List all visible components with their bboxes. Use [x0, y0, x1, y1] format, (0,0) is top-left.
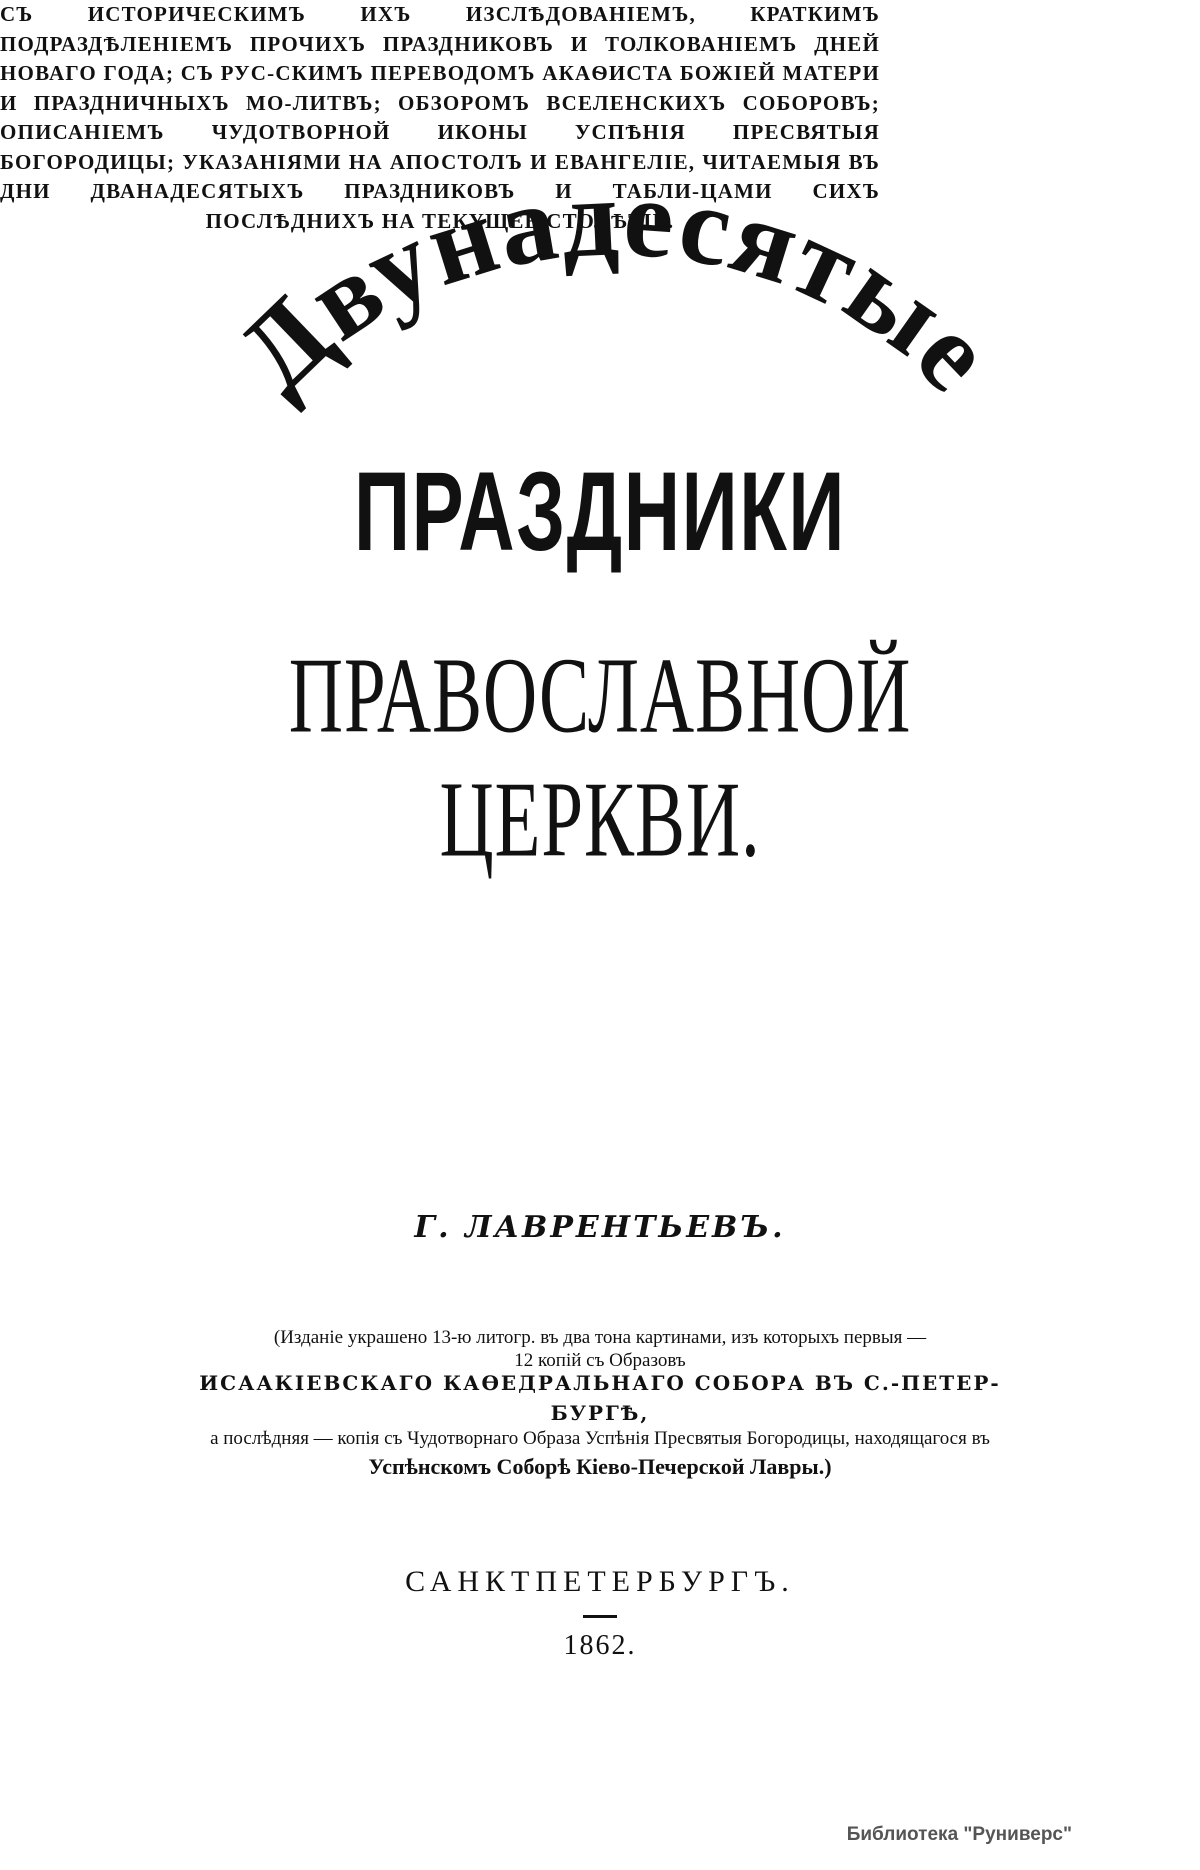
description-paragraph: СЪ ИСТОРИЧЕСКИМЪ ИХЪ ИЗСЛѢДОВАНІЕМЪ, КРАТКИМЪ ПОДРАЗДѢЛЕНІЕМЪ ПРОЧИХЪ ПРАЗДНИКОВЪ И ТОЛКОВАНІЕМЪ ДНЕЙ НОВАГО ГОДА; СЪ РУС-СКИМЪ ПЕРЕВОДОМЪ АКАѲИСТА БОЖІЕЙ МАТЕРИ И ПРАЗДНИЧНЫХЪ МО-ЛИТВЪ; ОБЗОРОМЪ ВСЕЛЕНСКИХЪ СОБОРОВЪ; ОПИСАНІЕМЪ ЧУДОТВОРНОЙ ИКОНЫ УСПѢНІЯ ПРЕСВЯТЫЯ БОГОРОДИЦЫ; УКАЗАНІЯМИ НА АПОСТОЛЪ И ЕВАНГЕЛІЕ, ЧИТАЕМЫЯ ВЪ ДНИ ДВАНАДЕСЯТЫХЪ ПРАЗДНИКОВЪ И ТАБЛИ-ЦАМИ СИХЪ ПОСЛѢДНИХЪ НА ТЕКУЩЕЕ СТОЛѢТІЕ. [0, 2, 880, 233]
edition-note-line: 12 копій съ Образовъ [514, 1350, 686, 1371]
edition-note-lavra: Успѣнскомъ Соборѣ Кіево-Печерской Лавры.) [368, 1454, 832, 1479]
imprint-year: 1862. [563, 1630, 637, 1661]
edition-note-cathedral-cont: БУРГѢ, [550, 1401, 650, 1425]
imprint-city: САНКТПЕТЕРБУРГЪ. [405, 1565, 795, 1598]
author-name: Г. ЛАВРЕНТЬЕВЪ. [414, 1210, 786, 1245]
subtitle: ПРАВОСЛАВНОЙ ЦЕРКВИ. [288, 636, 912, 880]
edition-note-cathedral: ИСААКІЕВСКАГО КАѲЕДРАЛЬНАГО СОБОРА ВЪ С.-ПЕТЕР- [199, 1371, 1001, 1395]
edition-note-line: (Изданіе украшено 13-ю литогр. въ два тона картинами, изъ которыхъ первыя — [273, 1327, 927, 1348]
arched-title [0, 0, 1200, 520]
main-title: ПРАЗДНИКИ [353, 449, 847, 575]
edition-note-line: а послѣдняя — копія съ Чудотворнаго Образа Успѣнія Пресвятыя Богородицы, находящагося въ [210, 1428, 990, 1449]
library-watermark: Библиотека "Руниверс" [846, 1824, 1072, 1845]
arched-title-text: Двунадесятые [214, 155, 1018, 416]
imprint-rule [583, 1615, 617, 1618]
